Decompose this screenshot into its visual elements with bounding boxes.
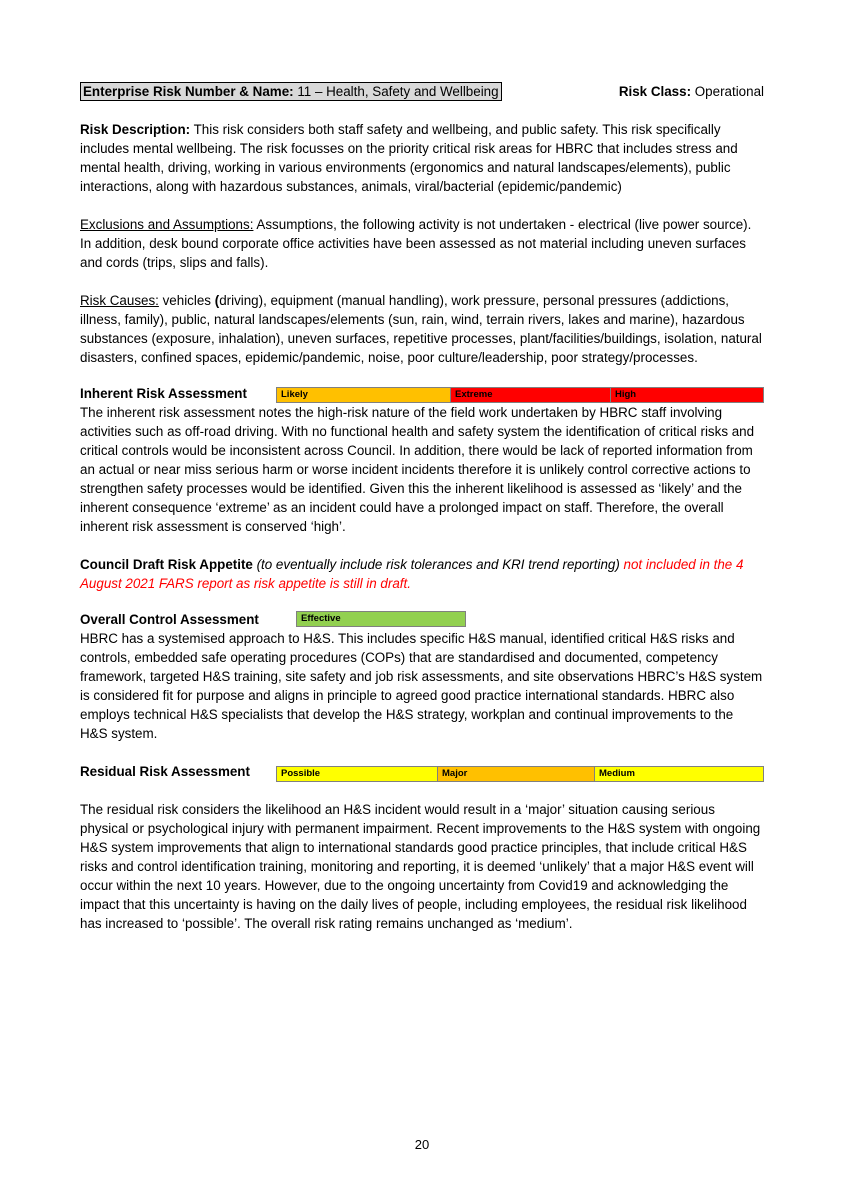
residual-rating-cell: Medium [595, 767, 763, 781]
control-assessment-text: HBRC has a systemised approach to H&S. This includes specific H&S manual, identified critical H&S risks and controls, embedded safe operating procedures (COPs) that are standardised and documented, competency framework, targeted H&S training, site safety and job risk assessments, and site observations HBRC’s H&S system is considered fit for purpose and aligns in principle to agreed good practice international standards. HBRC also employs technical H&S specialists that develop the H&S strategy, workplan and continual improvements to the H&S system. [80, 631, 763, 741]
residual-risk-text: The residual risk considers the likelihood an H&S incident would result in a ‘major’ situation causing serious physical or psychological injury with permanent impairment. Recent improvements to the H&S system with ongoing H&S system improvements that align to international standards good practice principles, that include critical H&S risks and control identification training, monitoring and reporting, it is deemed ‘unlikely’ that a major H&S event will occur within the next 10 years. However, due to the ongoing uncertainty from Covid19 and acknowledging the impact that this uncertainty is having on the daily lives of people, including employees, the residual risk likelihood has increased to ‘possible’. The overall risk rating remains unchanged as ‘medium’. [80, 802, 761, 931]
exclusions-assumptions [80, 215, 764, 272]
risk-causes-text-before: vehicles [158, 293, 215, 308]
control-assessment-heading [80, 610, 764, 629]
risk-class-value: Operational [691, 84, 764, 99]
risk-class [619, 83, 764, 100]
risk-description-label: Risk Description: [80, 122, 191, 137]
residual-risk-rating-bar [276, 766, 764, 782]
inherent-risk-heading [80, 384, 764, 403]
inherent-risk-rating-bar [276, 387, 764, 403]
exclusions-text: Assumptions, the following activity is not undertaken - electrical (live power source). In addition, desk bound corporate office activities have been assessed as not material including uneven surfaces and cords (trips, slips and falls). [80, 217, 752, 270]
risk-appetite-italic: (to eventually include risk tolerances and KRI trend reporting) [252, 557, 620, 572]
risk-causes-text-after: driving), equipment (manual handling), work pressure, personal pressures (addictions, illness, family), public, natural landscapes/elements (sun, rain, wind, terrain rivers, lakes and marine), hazardous substances (exposure, inhalation), uneven surfaces, repetitive processes, plant/facilities/buildings, isolation, natural disasters, confined spaces, epidemic/pandemic, noise, poor culture/leadership, poor strategy/processes. [80, 293, 762, 365]
risk-name-box [80, 82, 502, 101]
residual-consequence-cell: Major [438, 767, 595, 781]
inherent-risk-title: Inherent Risk Assessment [80, 386, 247, 401]
risk-class-label: Risk Class: [618, 84, 692, 99]
risk-appetite-draft-note: not included in the 4 August 2021 FARS report as risk appetite is still in draft. [80, 557, 744, 591]
risk-description [80, 120, 764, 196]
inherent-consequence-cell: Extreme [451, 388, 611, 402]
inherent-rating-cell: High [611, 388, 763, 402]
exclusions-label: Exclusions and Assumptions: [80, 217, 254, 232]
risk-number-label: Enterprise Risk Number & Name: [83, 84, 294, 99]
control-rating-bar [296, 611, 466, 627]
risk-causes [80, 291, 764, 367]
risk-description-text: This risk considers both staff safety and wellbeing, and public safety. This risk specifically includes mental wellbeing. The risk focusses on the priority critical risk areas for HBRC that includes stress and mental health, driving, working in various environments (ergonomics and natural landscapes/elements), public interactions, along with hazardous substances, animals, viral/bacterial (epidemic/pandemic) [80, 122, 738, 194]
risk-header [80, 80, 764, 102]
risk-causes-label: Risk Causes: [80, 293, 159, 308]
control-rating-cell: Effective [297, 612, 465, 626]
risk-appetite [80, 555, 764, 593]
document-page [80, 80, 764, 933]
inherent-likelihood-cell: Likely [277, 388, 451, 402]
page-number: 20 [414, 1137, 430, 1152]
residual-risk-heading [80, 762, 764, 781]
inherent-risk-text: The inherent risk assessment notes the high-risk nature of the field work undertaken by HBRC staff involving activities such as off-road driving. With no functional health and safety system the identification of critical risks and critical controls would be inconsistent across Council. In addition, there would be lack of reported information from an actual or near miss serious harm or worse incident incidents therefore it is unlikely control corrective actions to strengthen safety processes would be identified. Given this the inherent likelihood is assessed as ‘likely’ and the inherent consequence ‘extreme’ as an incident could have a prolonged impact on staff. Therefore, the overall inherent risk assessment is conserved ‘high’. [80, 405, 755, 534]
control-assessment-title: Overall Control Assessment [80, 612, 259, 627]
residual-likelihood-cell: Possible [277, 767, 438, 781]
risk-causes-bold-paren: ( [214, 293, 220, 308]
risk-name: 11 – Health, Safety and Wellbeing [293, 84, 499, 99]
residual-risk-title: Residual Risk Assessment [80, 764, 250, 779]
risk-appetite-title: Council Draft Risk Appetite [80, 557, 253, 572]
